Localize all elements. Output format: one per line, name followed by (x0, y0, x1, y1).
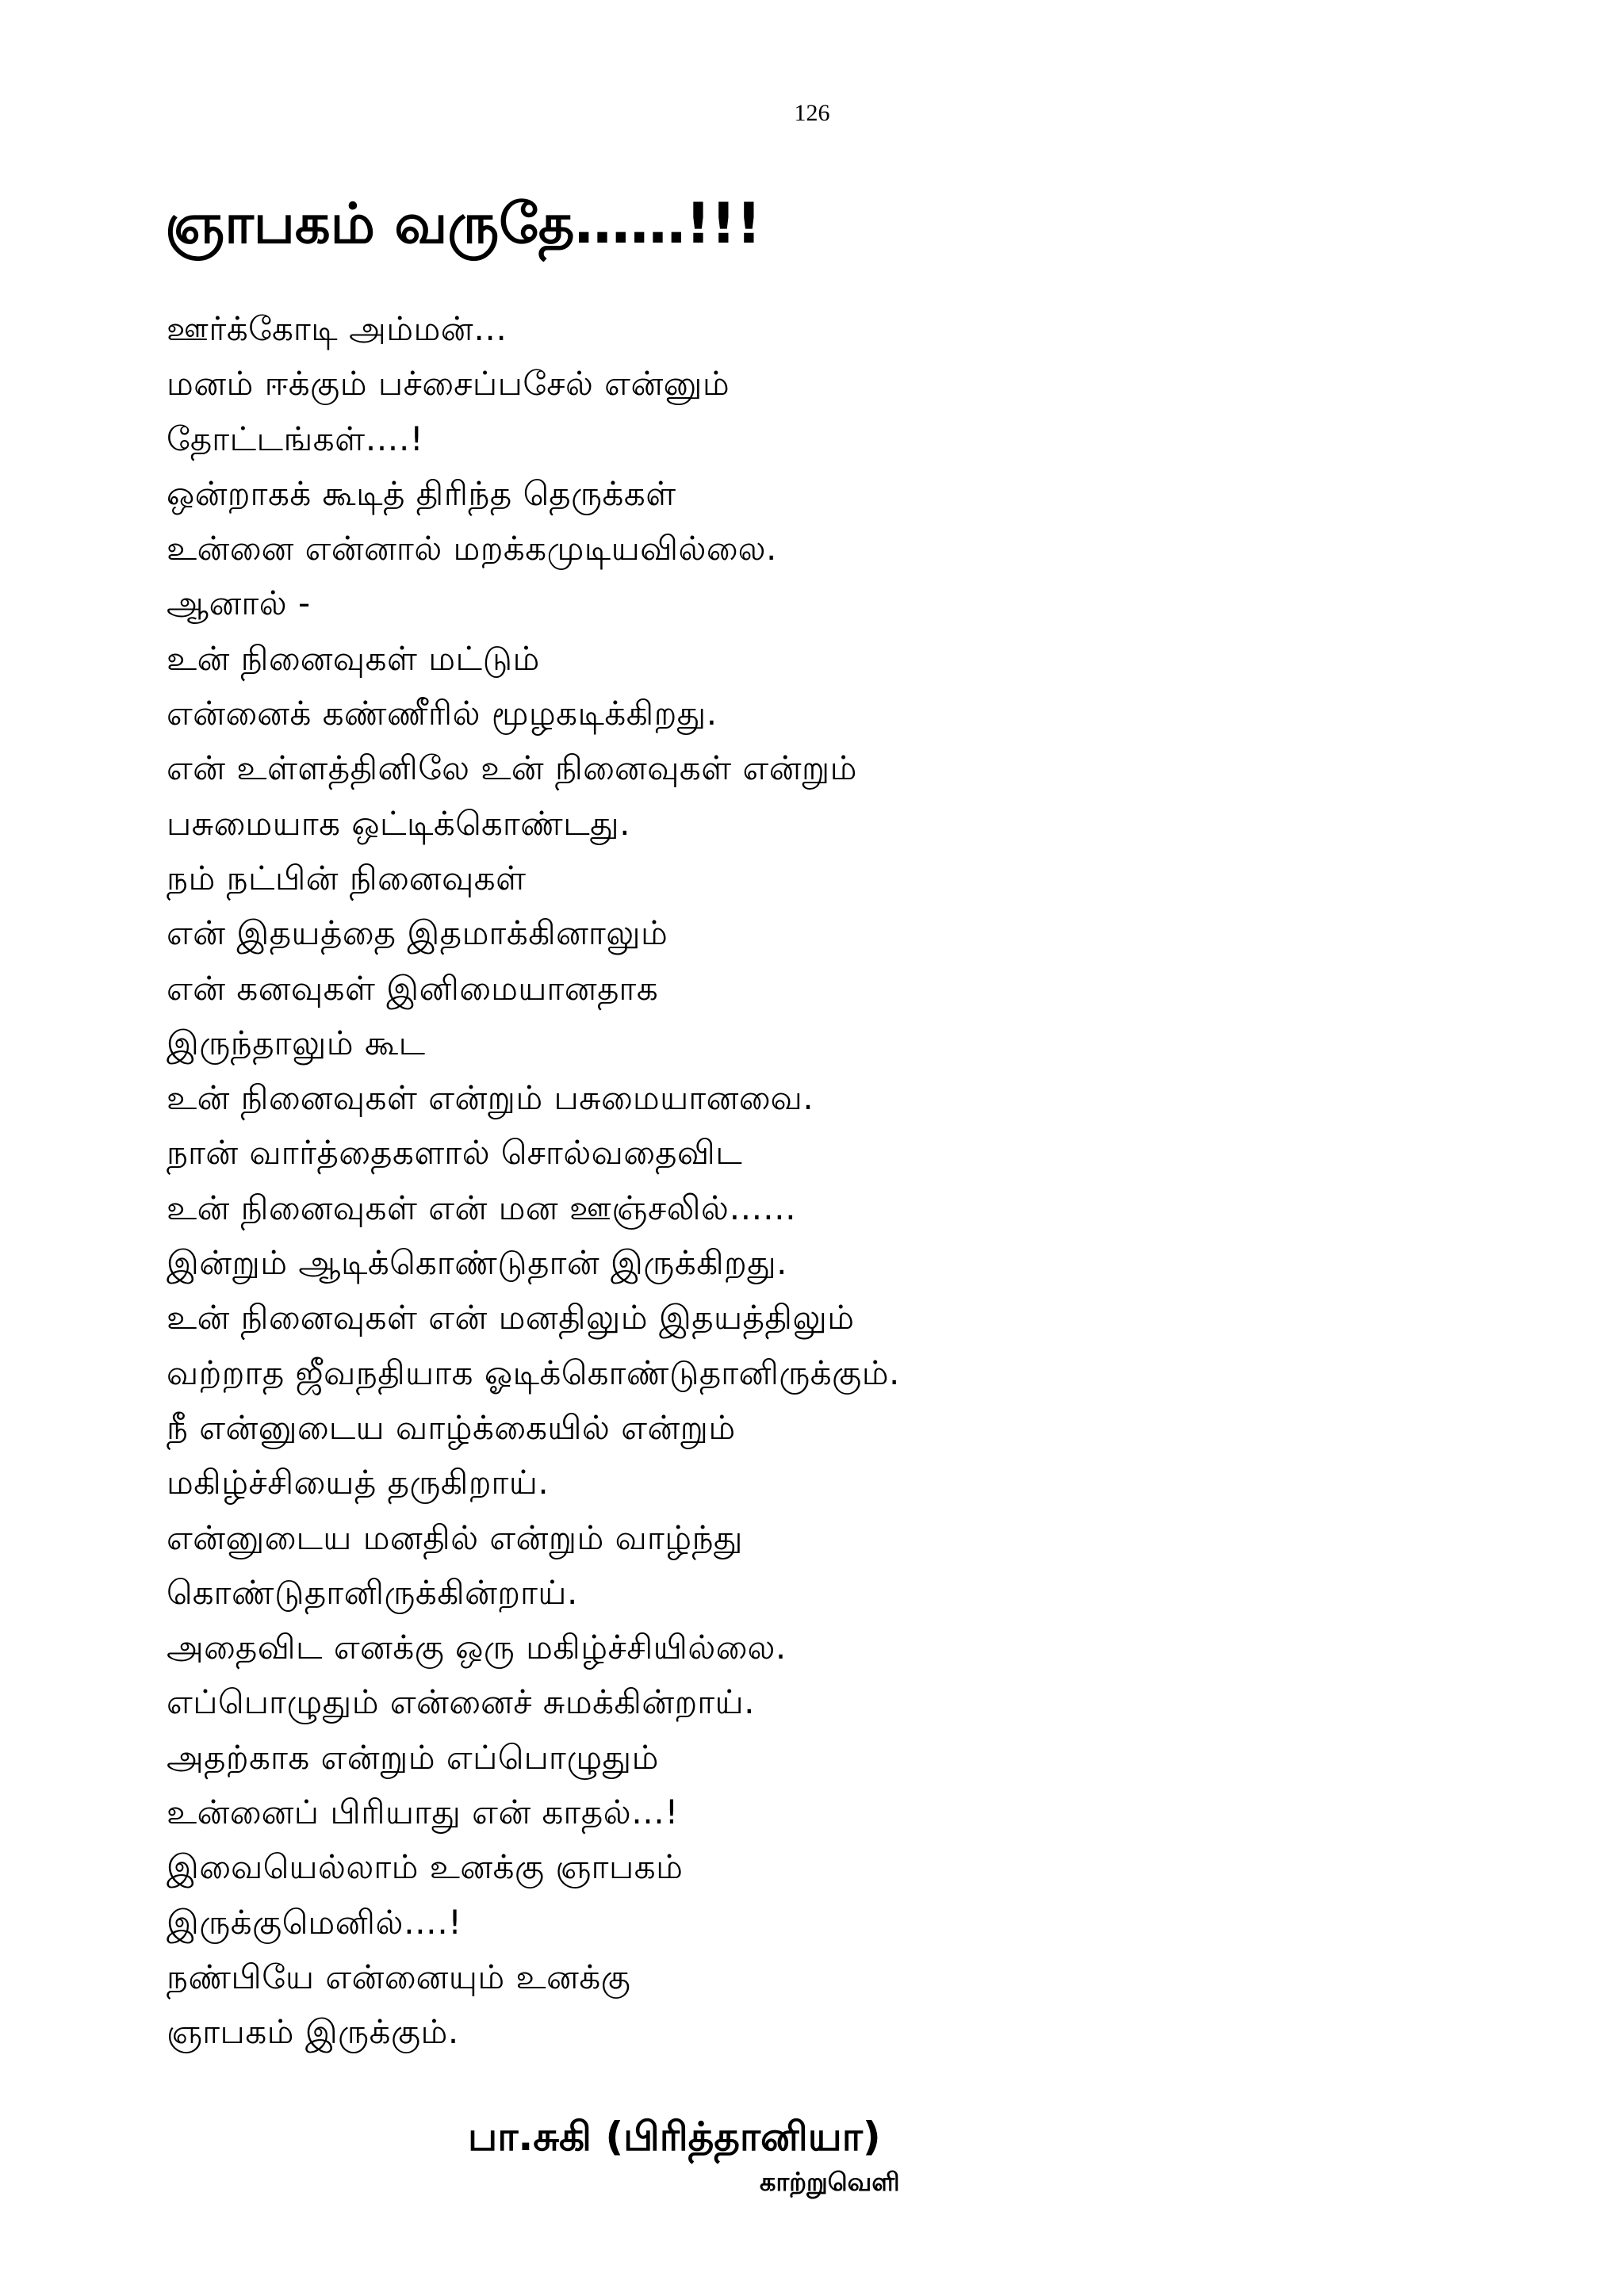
poem-line: உன் நினைவுகள் என் மனதிலும் இதயத்திலும் (167, 1298, 855, 1337)
poem-line: என்னைக் கண்ணீரில் மூழகடிக்கிறது. (167, 694, 718, 733)
poem-line: அதைவிட எனக்கு ஒரு மகிழ்ச்சியில்லை. (167, 1628, 787, 1667)
poem-line: என் இதயத்தை இதமாக்கினாலும் (167, 913, 668, 953)
poem-line: உன் நினைவுகள் என்றும் பசுமையானவை. (167, 1078, 814, 1118)
poem-line: உன்னைப் பிரியாது என் காதல்…! (167, 1793, 679, 1832)
author-name: பா.சுகி (பிரித்தானியா) (468, 2114, 881, 2160)
poem-line: நீ என்னுடைய வாழ்க்கையில் என்றும் (167, 1407, 736, 1447)
poem-line: என்னுடைய மனதில் என்றும் வாழ்ந்து (167, 1517, 743, 1557)
poem-body (167, 301, 900, 2060)
poem-line: தோட்டங்கள்….! (167, 419, 424, 458)
poem-line: இருந்தாலும் கூட (167, 1023, 426, 1062)
poem-line: உன் நினைவுகள் என் மன ஊஞ்சலில்…… (167, 1188, 797, 1227)
poem-line: என் கனவுகள் இனிமையானதாக (167, 968, 659, 1008)
poem-line: அதற்காக என்றும் எப்பொழுதும் (167, 1737, 659, 1777)
poem-line: கொண்டுதானிருக்கின்றாய். (167, 1572, 578, 1612)
poem-line: ஞாபகம் இருக்கும். (167, 2012, 459, 2052)
poem-line: இன்றும் ஆடிக்கொண்டுதான் இருக்கிறது. (167, 1243, 787, 1283)
poem-title: ஞாபகம் வருதே……!!! (165, 191, 762, 256)
poem-line: ஊர்க்கோடி அம்மன்… (167, 309, 508, 348)
poem-line: எப்பொழுதும் என்னைச் சுமக்கின்றாய். (167, 1682, 756, 1722)
poem-line: ஆனால் - (167, 584, 311, 623)
page-number: 126 (794, 100, 830, 126)
poem-line: என் உள்ளத்தினிலே உன் நினைவுகள் என்றும் (167, 748, 857, 788)
poem-line: உன்னை என்னால் மறக்கமுடியவில்லை. (167, 529, 777, 568)
poem-line: இருக்குமெனில்….! (167, 1902, 462, 1942)
poem-line: உன் நினைவுகள் மட்டும் (167, 638, 540, 678)
poem-line: நம் நட்பின் நினைவுகள் (167, 858, 527, 897)
poem-line: வற்றாத ஜீவநதியாக ஓடிக்கொண்டுதானிருக்கும். (167, 1353, 900, 1392)
poem-line: ஒன்றாகக் கூடித் திரிந்த தெருக்கள் (167, 473, 676, 513)
author-location: காற்றுவெளி (760, 2167, 900, 2197)
poem-line: மனம் ஈக்கும் பச்சைப்பசேல் என்னும் (167, 364, 730, 404)
poem-line: நான் வார்த்தைகளால் சொல்வதைவிட (167, 1133, 743, 1173)
poem-line: நண்பியே என்னையும் உனக்கு (167, 1957, 631, 1996)
poem-line: இவையெல்லாம் உனக்கு ஞாபகம் (167, 1847, 684, 1887)
poem-line: பசுமையாக ஒட்டிக்கொண்டது. (167, 803, 630, 843)
poem-line: மகிழ்ச்சியைத் தருகிறாய். (167, 1463, 550, 1502)
